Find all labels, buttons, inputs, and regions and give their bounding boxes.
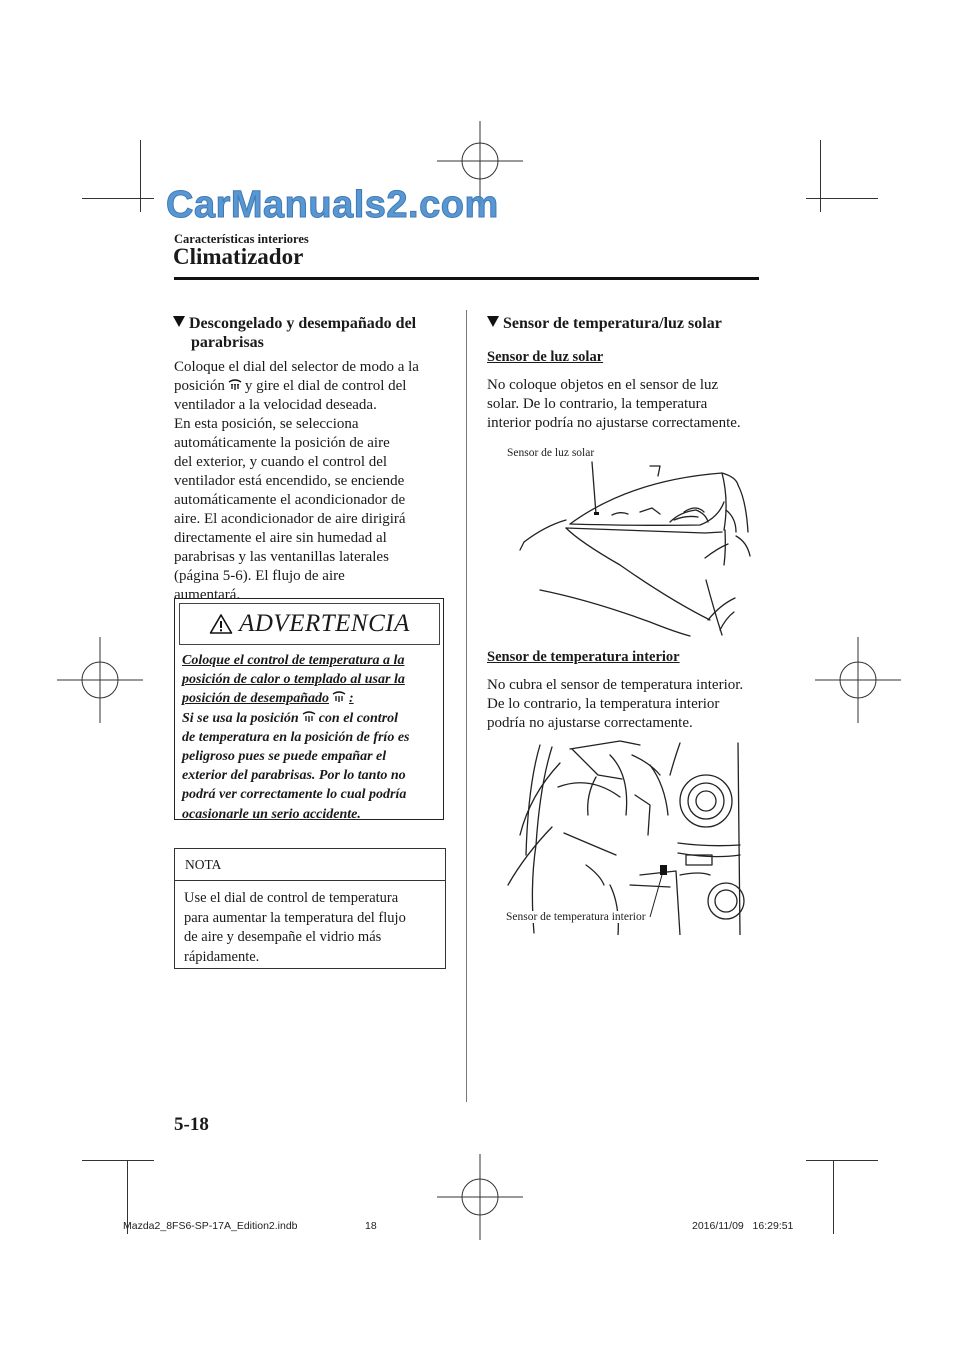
windshield-illustration [500,440,760,640]
watermark-logo[interactable]: CarManuals2.com [166,184,499,226]
sun-sensor-text: No coloque objetos en el sensor de luz solar. De lo contrario, la temperatura interior podría no ajustarse correctamente. [487,377,741,431]
section-label: Características interiores [174,232,309,246]
page-title: Climatizador [173,244,304,269]
registration-mark-icon [437,1154,523,1240]
note-box [174,848,446,969]
temp-sensor-text: No cubra el sensor de temperatura interior. De lo contrario, la temperatura interior podría no ajustarse correctamente. [487,677,744,731]
dashboard-illustration [500,735,745,935]
down-triangle-icon [173,316,185,327]
footer-filename: Mazda2_8FS6-SP-17A_Edition2.indb [123,1220,298,1232]
subheading-temp-sensor: Sensor de temperatura interior [487,649,680,665]
defroster-icon [301,711,317,723]
defrost-paragraph: Coloque el dial del selector de modo a la posición y gire el dial de control del ventilador a la velocidad deseada. En esta posición, se selecciona automáticamente la posición de aire del exterior, y cuando el control del ventilador está encendido, se enciende automáticamente el acondicionador de aire. El acondicionador de aire dirigirá directamente el aire sin humedad al parabrisas y las ventanillas laterales (página 5-6). El flujo de aire aumentará. [174,359,419,603]
warning-title: ADVERTENCIA [239,610,410,637]
footer-datetime: 2016/11/09 16:29:51 [692,1220,794,1232]
temp-sensor-figure [500,735,745,935]
note-text: Use el dial de control de temperatura para aumentar la temperatura del flujo de aire y desempañe el vidrio más rápidamente. [184,890,406,965]
section-heading-sensor: Sensor de temperatura/luz solar [487,314,767,333]
warning-text: Coloque el control de temperatura a la posición de calor o templado al usar la posición de desempañado : Si se usa la posición con el control de temperatura en la posición de frío es peligroso pues se puede empañar el exterior del parabrisas. Por lo tanto no podrá ver correctamente lo cual podría ocasionarle un serio accidente. [182,653,410,822]
note-title: NOTA [185,857,222,872]
sun-sensor-figure [500,440,760,640]
down-triangle-icon [487,316,499,327]
temp-sensor-marker [660,865,667,875]
section-heading-defrost: Descongelado y desempañado del parabrisas [173,314,458,352]
defroster-icon [331,691,347,703]
column-divider [466,310,467,1102]
footer-page: 18 [365,1220,377,1232]
note-header [175,849,445,881]
subheading-sun-sensor: Sensor de luz solar [487,349,604,365]
header-rule [174,277,759,280]
warning-title-bar [179,603,440,645]
defroster-icon [227,379,243,391]
page-number: 5-18 [174,1114,209,1135]
registration-mark-icon [57,637,143,723]
sun-sensor-marker [594,512,599,515]
sun-sensor-callout: Sensor de luz solar [507,447,595,459]
warning-triangle-icon [209,613,233,635]
registration-mark-icon [815,637,901,723]
warning-box [174,598,444,820]
temp-sensor-callout: Sensor de temperatura interior [506,911,646,923]
